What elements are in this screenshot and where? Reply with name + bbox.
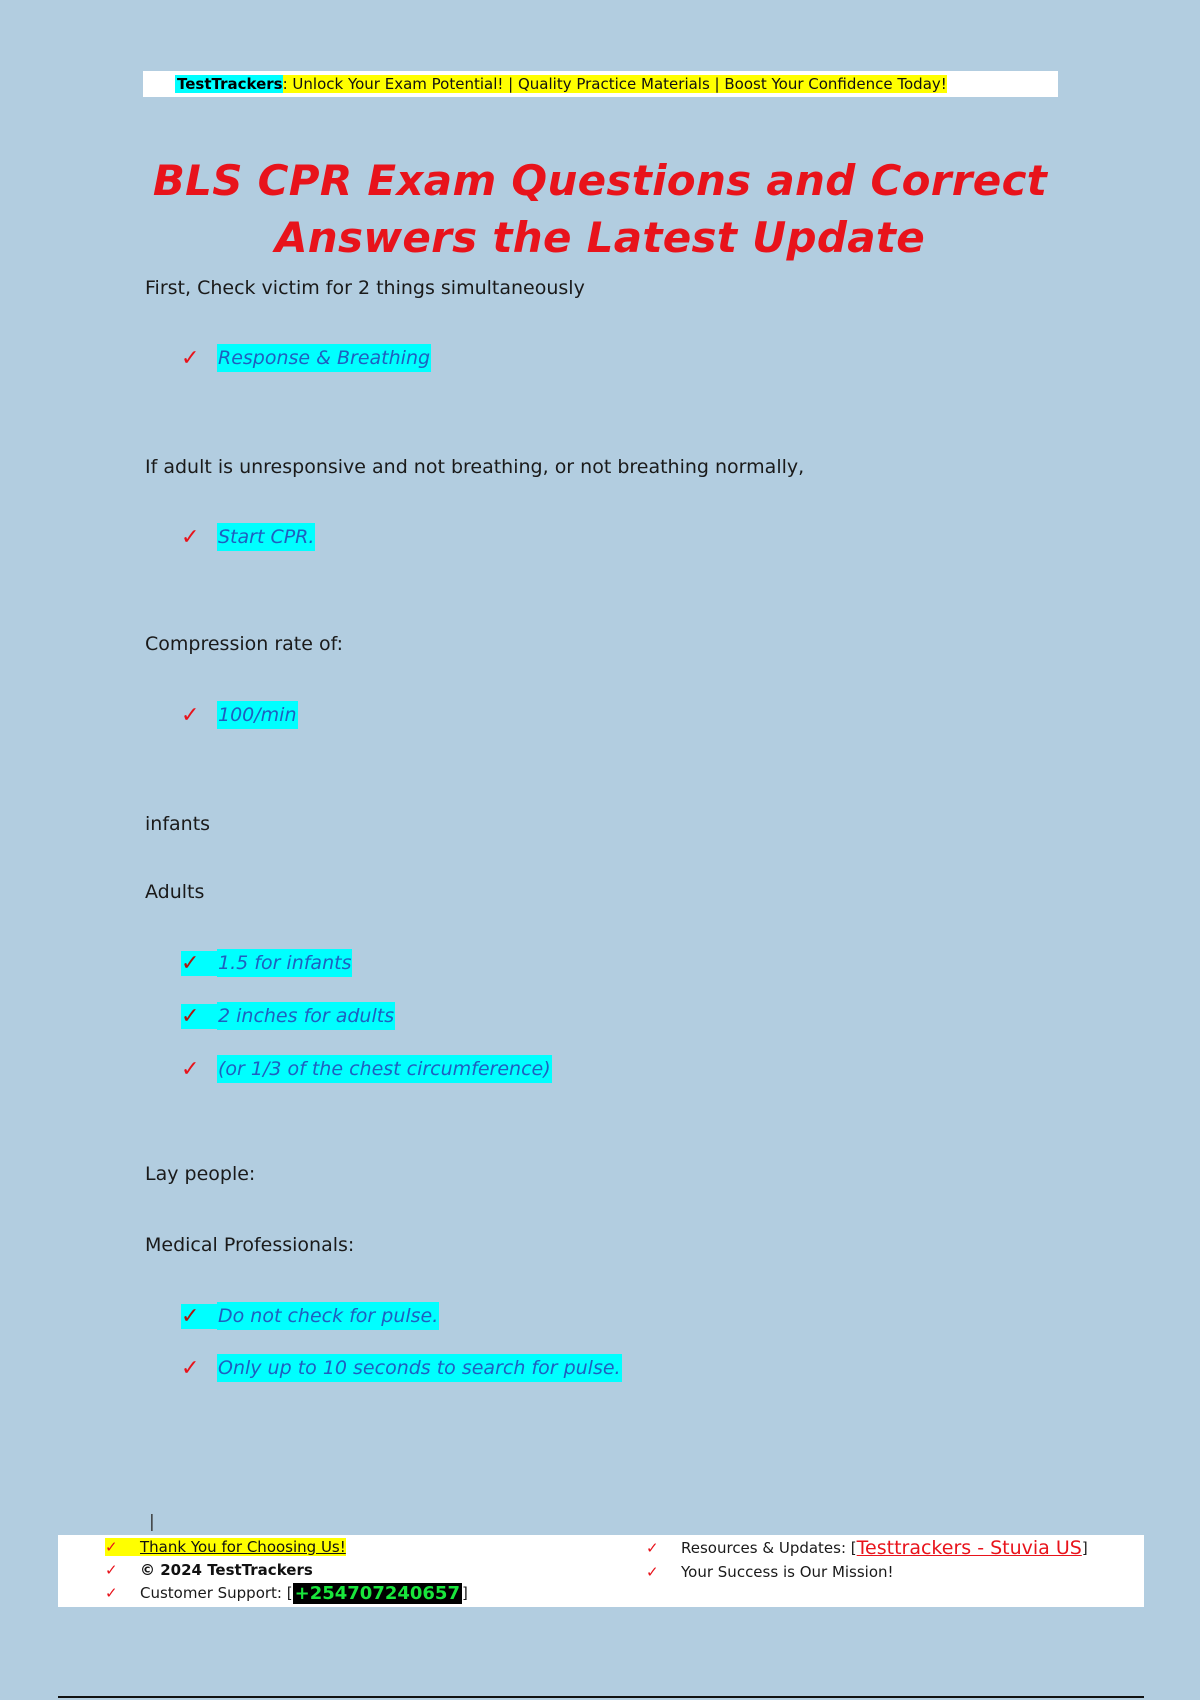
brand-name: TestTrackers <box>177 75 283 93</box>
question-2: If adult is unresponsive and not breathing, or not breathing normally, <box>145 456 805 478</box>
answer-4-item-3-text: (or 1/3 of the chest circumference) <box>217 1055 552 1083</box>
answer-4-item-1-text: 1.5 for infants <box>217 949 352 977</box>
check-icon: ✓ <box>181 524 200 550</box>
check-icon: ✓ <box>105 1561 118 1579</box>
check-icon: ✓ <box>181 702 200 728</box>
footer-box <box>58 1535 1144 1607</box>
answer-3 <box>181 701 298 729</box>
footer-copyright <box>105 1559 313 1581</box>
answer-4-item-3 <box>181 1055 552 1083</box>
footer-resources <box>646 1537 1088 1559</box>
footer-thanks <box>105 1536 346 1558</box>
check-icon: ✓ <box>105 1538 140 1556</box>
footer-thanks-text: Thank You for Choosing Us! <box>140 1538 346 1556</box>
answer-5-item-1 <box>181 1302 439 1330</box>
question-5-lay-people: Lay people: <box>145 1163 256 1185</box>
question-1: First, Check victim for 2 things simultaneously <box>145 277 585 299</box>
answer-2 <box>181 523 315 551</box>
text-cursor-mark: | <box>149 1512 155 1532</box>
banner-tagline: Unlock Your Exam Potential! | Quality Practice Materials | Boost Your Confidence Today! <box>292 75 947 93</box>
answer-4-item-2-text: 2 inches for adults <box>217 1002 395 1030</box>
check-icon: ✓ <box>105 1584 118 1602</box>
support-phone-number[interactable]: +254707240657 <box>294 1582 460 1604</box>
answer-3-text: 100/min <box>217 701 298 729</box>
title-line-1: BLS CPR Exam Questions and Correct <box>152 156 1048 205</box>
title-line-2: Answers the Latest Update <box>274 213 926 262</box>
question-3: Compression rate of: <box>145 633 343 655</box>
stuvia-link[interactable]: Testtrackers - Stuvia US <box>856 1537 1082 1559</box>
footer-mission-text: Your Success is Our Mission! <box>681 1563 894 1581</box>
check-icon: ✓ <box>181 1304 217 1329</box>
answer-5-item-2-text: Only up to 10 seconds to search for pulse. <box>217 1354 622 1382</box>
answer-1 <box>181 344 431 372</box>
footer-copyright-text: © 2024 TestTrackers <box>140 1561 313 1579</box>
footer-mission <box>646 1561 894 1583</box>
footer-support-label: Customer Support: [ <box>140 1584 293 1602</box>
check-icon: ✓ <box>646 1539 659 1557</box>
check-icon: ✓ <box>646 1563 659 1581</box>
question-5-medical-professionals: Medical Professionals: <box>145 1234 355 1256</box>
check-icon: ✓ <box>181 345 200 371</box>
check-icon: ✓ <box>181 951 217 976</box>
check-icon: ✓ <box>181 1355 200 1381</box>
footer-resources-close: ] <box>1081 1539 1088 1557</box>
answer-4-item-2 <box>181 1002 395 1030</box>
footer-resources-label: Resources & Updates: [ <box>681 1539 857 1557</box>
banner-separator: : <box>282 75 293 93</box>
footer-support-close: ] <box>461 1584 468 1602</box>
check-icon: ✓ <box>181 1056 200 1082</box>
question-4-adults: Adults <box>145 881 205 903</box>
question-4-infants: infants <box>145 813 211 835</box>
bottom-divider <box>58 1696 1144 1698</box>
header-banner <box>143 71 1058 97</box>
banner-text <box>175 72 947 96</box>
answer-4-item-1 <box>181 949 352 977</box>
document-title <box>100 152 1100 266</box>
answer-5-item-2 <box>181 1354 622 1382</box>
footer-support <box>105 1582 468 1604</box>
check-icon: ✓ <box>181 1004 217 1029</box>
answer-1-text: Response & Breathing <box>217 344 431 372</box>
answer-2-text: Start CPR. <box>217 523 315 551</box>
answer-5-item-1-text: Do not check for pulse. <box>217 1302 439 1330</box>
